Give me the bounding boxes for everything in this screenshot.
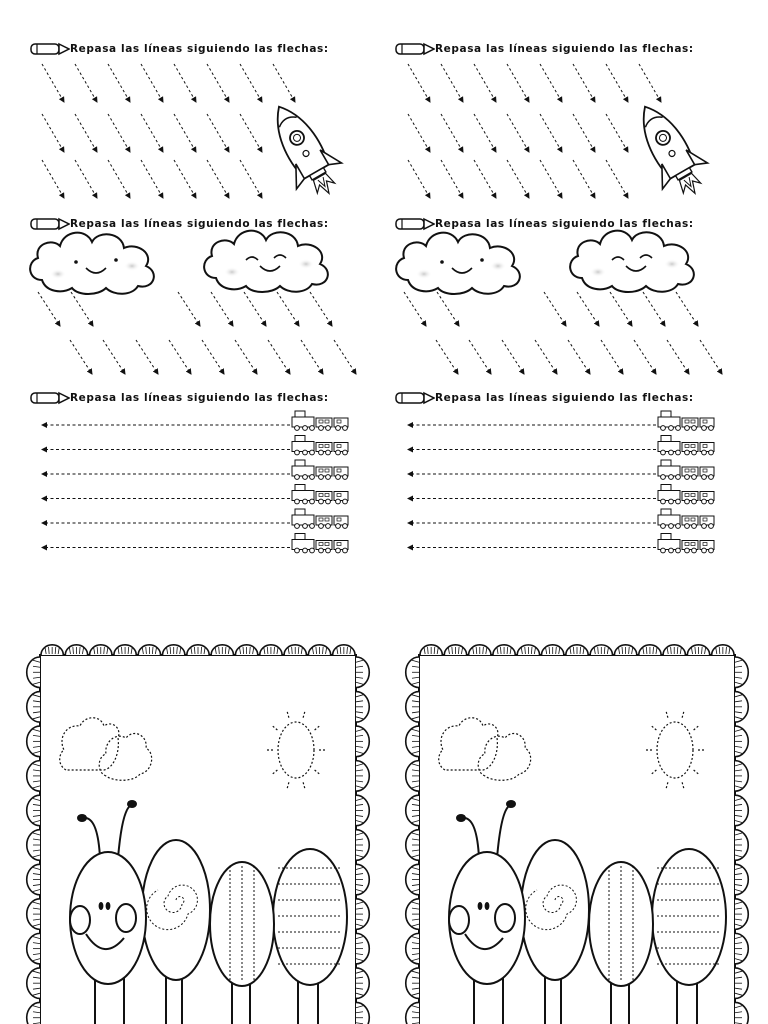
trace-line: [75, 114, 97, 152]
train-icon: [292, 411, 348, 430]
trace-line: [207, 114, 229, 152]
instruction-title: Repasa las líneas siguiendo las flechas:: [435, 218, 694, 230]
instruction-title: Repasa las líneas siguiendo las flechas:: [435, 43, 694, 55]
trace-line: [573, 114, 595, 152]
trace-line: [136, 340, 158, 374]
trace-line: [108, 114, 130, 152]
trace-line: [568, 340, 590, 374]
trace-line: [441, 64, 463, 102]
trace-line: [634, 340, 656, 374]
trace-line: [540, 114, 562, 152]
cloud-icon: [570, 231, 694, 292]
train-icon: [658, 509, 714, 528]
diagonal-lines: [408, 64, 661, 198]
trace-line: [540, 64, 562, 102]
trace-line: [408, 160, 430, 198]
trace-line: [507, 160, 529, 198]
trace-line: [408, 64, 430, 102]
trace-line: [174, 64, 196, 102]
trace-line: [437, 292, 459, 326]
trace-line: [606, 114, 628, 152]
trace-line: [441, 160, 463, 198]
trace-line: [207, 64, 229, 102]
cloud-icon: [396, 233, 520, 294]
trace-line: [606, 64, 628, 102]
trace-line: [103, 340, 125, 374]
cloud-icon: [204, 231, 328, 292]
trace-line: [639, 64, 661, 102]
trace-line: [211, 292, 233, 326]
trace-line: [474, 64, 496, 102]
diagonal-lines: [42, 64, 295, 198]
train-icon: [658, 436, 714, 455]
trace-line: [42, 114, 64, 152]
trace-line: [502, 340, 524, 374]
trace-line: [38, 292, 60, 326]
trace-line: [474, 160, 496, 198]
train-icon: [292, 436, 348, 455]
trace-line: [610, 292, 632, 326]
trace-line: [507, 64, 529, 102]
instruction-title: Repasa las líneas siguiendo las flechas:: [70, 218, 329, 230]
trace-line: [334, 340, 356, 374]
trace-line: [676, 292, 698, 326]
diagonal-lines: [404, 292, 722, 374]
trace-line: [436, 340, 458, 374]
rocket-icon: [622, 94, 717, 207]
diagonal-lines: [38, 292, 356, 374]
trace-line: [235, 340, 257, 374]
instruction-title: Repasa las líneas siguiendo las flechas:: [70, 392, 329, 404]
trace-line: [606, 160, 628, 198]
trace-line: [268, 340, 290, 374]
trace-line: [667, 340, 689, 374]
trace-line: [601, 340, 623, 374]
trace-line: [441, 114, 463, 152]
trace-line: [75, 64, 97, 102]
trace-line: [174, 160, 196, 198]
trace-line: [178, 292, 200, 326]
trace-line: [141, 64, 163, 102]
train-icon: [658, 460, 714, 479]
trace-line: [207, 160, 229, 198]
trace-line: [643, 292, 665, 326]
trace-line: [174, 114, 196, 152]
trace-line: [544, 292, 566, 326]
trace-line: [42, 160, 64, 198]
horizontal-lines: [408, 425, 656, 548]
train-icon: [658, 485, 714, 504]
instruction-title: Repasa las líneas siguiendo las flechas:: [435, 392, 694, 404]
train-icon: [292, 460, 348, 479]
trace-line: [408, 114, 430, 152]
trace-line: [202, 340, 224, 374]
trace-line: [75, 160, 97, 198]
trace-line: [70, 340, 92, 374]
trace-line: [540, 160, 562, 198]
train-icon: [658, 534, 714, 553]
horizontal-lines: [42, 425, 290, 548]
trace-line: [169, 340, 191, 374]
trace-line: [108, 64, 130, 102]
trace-line: [507, 114, 529, 152]
trace-line: [573, 160, 595, 198]
trace-line: [577, 292, 599, 326]
trace-line: [71, 292, 93, 326]
cloud-icon: [30, 233, 154, 294]
trace-line: [141, 160, 163, 198]
trace-line: [141, 114, 163, 152]
trace-line: [240, 114, 262, 152]
trace-line: [404, 292, 426, 326]
rocket-icon: [256, 94, 351, 207]
trace-line: [108, 160, 130, 198]
instruction-title: Repasa las líneas siguiendo las flechas:: [70, 43, 329, 55]
trace-line: [310, 292, 332, 326]
trace-line: [240, 160, 262, 198]
trace-line: [301, 340, 323, 374]
trace-line: [240, 64, 262, 102]
train-icon: [292, 509, 348, 528]
trace-line: [700, 340, 722, 374]
trace-line: [535, 340, 557, 374]
trace-line: [273, 64, 295, 102]
train-icon: [292, 534, 348, 553]
trace-line: [573, 64, 595, 102]
train-icon: [292, 485, 348, 504]
trace-line: [474, 114, 496, 152]
train-icon: [658, 411, 714, 430]
trace-line: [277, 292, 299, 326]
trace-line: [42, 64, 64, 102]
trace-line: [469, 340, 491, 374]
trace-line: [244, 292, 266, 326]
